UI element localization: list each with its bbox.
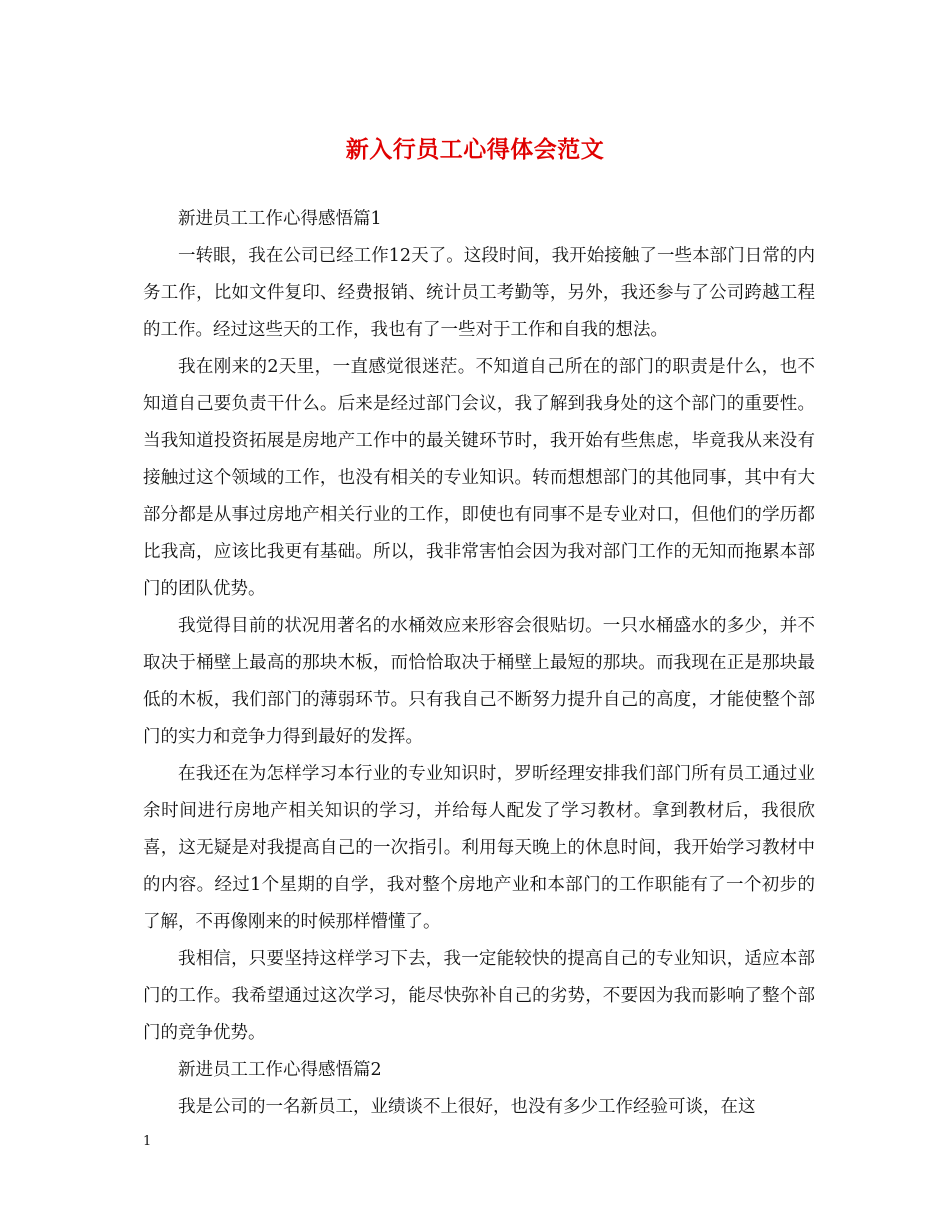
document-body [143, 201, 815, 1126]
section-heading-1: 新进员工工作心得感悟篇1 [178, 209, 382, 229]
paragraph-2: 我在刚来的2天里，一直感觉很迷茫。不知道自己所在的部门的职责是什么，也不知道自己要负责干什么。后来是经过部门会议，我了解到我身处的这个部门的重要性。当我知道投资拓展是房地产工作中的最关键环节时，我开始有些焦虑，毕竟我从来没有接触过这个领域的工作，也没有相关的专业知识。转而想想部门的其他同事，其中有大部分都是从事过房地产相关行业的工作，即使也有同事不是专业对口，但他们的学历都比我高，应该比我更有基础。所以，我非常害怕会因为我对部门工作的无知而拖累本部门的团队优势。 [143, 357, 815, 599]
paragraph-3: 我觉得目前的状况用著名的水桶效应来形容会很贴切。一只水桶盛水的多少，并不取决于桶壁上最高的那块木板，而恰恰取决于桶壁上最短的那块。而我现在正是那块最低的木板，我们部门的薄弱环节。只有我自己不断努力提升自己的高度，才能使整个部门的实力和竞争力得到最好的发挥。 [143, 616, 815, 747]
section-heading-2: 新进员工工作心得感悟篇2 [178, 1060, 382, 1080]
paragraph-5: 我相信，只要坚持这样学习下去，我一定能较快的提高自己的专业知识，适应本部门的工作。我希望通过这次学习，能尽快弥补自己的劣势，不要因为我而影响了整个部门的竞争优势。 [143, 949, 815, 1043]
paragraph-4: 在我还在为怎样学习本行业的专业知识时，罗昕经理安排我们部门所有员工通过业余时间进行房地产相关知识的学习，并给每人配发了学习教材。拿到教材后，我很欣喜，这无疑是对我提高自己的一次指引。利用每天晚上的休息时间，我开始学习教材中的内容。经过1个星期的自学，我对整个房地产业和本部门的工作职能有了一个初步的了解，不再像刚来的时候那样懵懂了。 [143, 764, 815, 932]
paragraph-1: 一转眼，我在公司已经工作12天了。这段时间，我开始接触了一些本部门日常的内务工作，比如文件复印、经费报销、统计员工考勤等，另外，我还参与了公司跨越工程的工作。经过这些天的工作，我也有了一些对于工作和自我的想法。 [143, 246, 815, 340]
paragraph-6: 我是公司的一名新员工，业绩谈不上很好，也没有多少工作经验可谈，在这 [178, 1097, 756, 1117]
page-number: 1 [143, 1134, 152, 1149]
document-title: 新入行员工心得体会范文 [345, 136, 605, 163]
